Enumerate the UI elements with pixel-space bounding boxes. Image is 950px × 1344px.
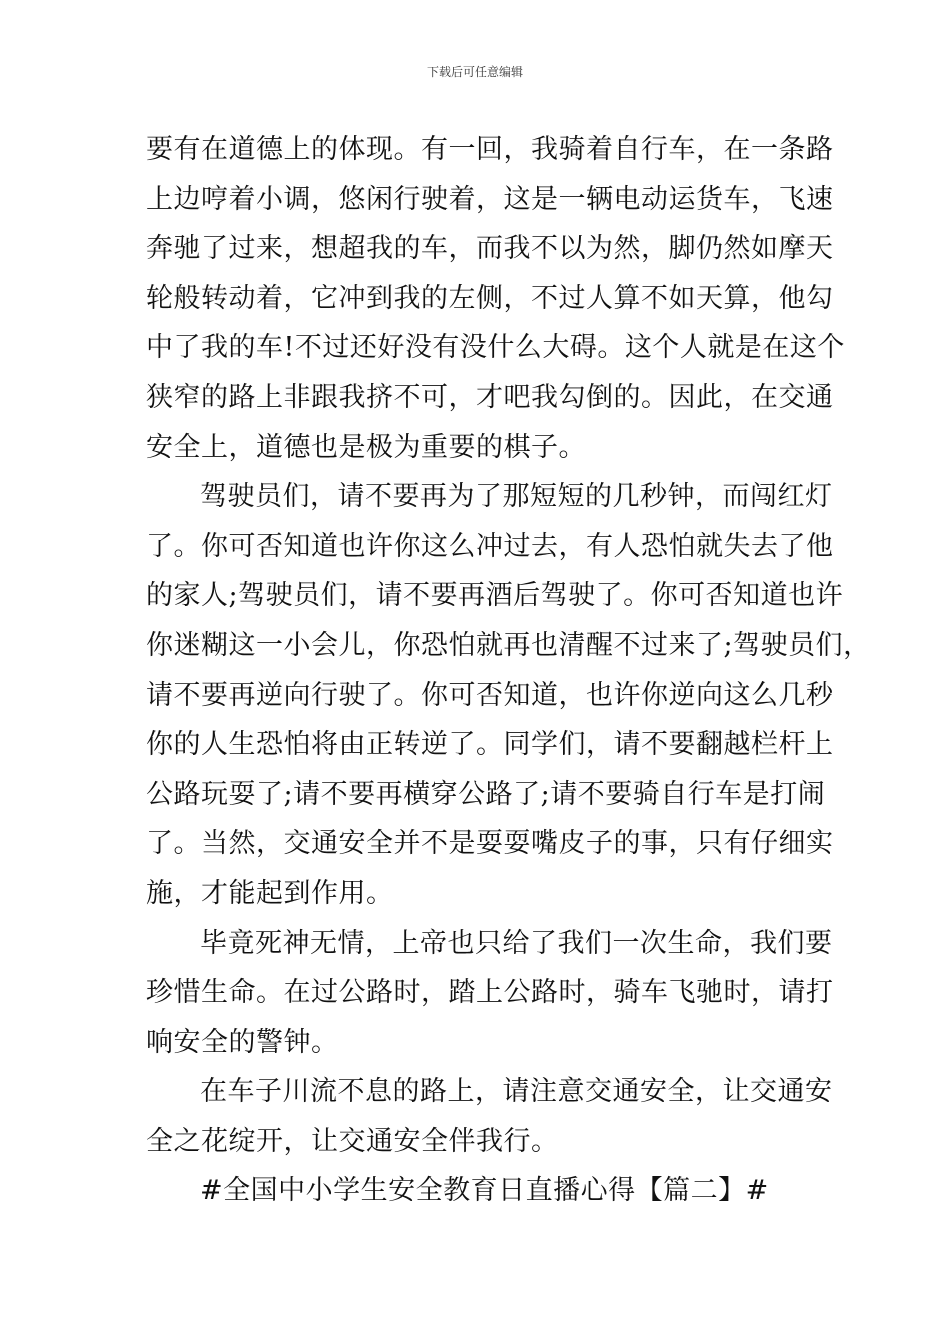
section-heading: #全国中小学生安全教育日直播心得【篇二】# xyxy=(200,1175,769,1207)
text-line: 你迷糊这一小会儿，你恐怕就再也清醒不过来了;驾驶员们， xyxy=(146,629,871,661)
text-line: 上边哼着小调，悠闲行驶着，这是一辆电动运货车，飞速 xyxy=(146,183,834,215)
text-line: 公路玩耍了;请不要再横穿公路了;请不要骑自行车是打闹 xyxy=(146,778,826,810)
paragraph-first-line: 在车子川流不息的路上，请注意交通安全，让交通安 xyxy=(200,1076,833,1108)
text-line: 请不要再逆向行驶了。你可否知道，也许你逆向这么几秒 xyxy=(146,679,834,711)
text-line: 安全上，道德也是极为重要的棋子。 xyxy=(146,431,586,463)
text-line: 你的人生恐怕将由正转逆了。同学们，请不要翻越栏杆上 xyxy=(146,729,834,761)
text-line: 了。你可否知道也许你这么冲过去，有人恐怕就失去了他 xyxy=(146,530,834,562)
text-line: 的家人;驾驶员们，请不要再酒后驾驶了。你可否知道也许 xyxy=(146,580,844,612)
paragraph-first-line: 驾驶员们，请不要再为了那短短的几秒钟，而闯红灯 xyxy=(200,481,833,513)
document-body xyxy=(146,125,871,1216)
text-line: 了。当然，交通安全并不是耍耍嘴皮子的事，只有仔细实 xyxy=(146,828,834,860)
text-line: 狭窄的路上非跟我挤不可，才吧我勾倒的。因此，在交通 xyxy=(146,381,834,413)
paragraph-first-line: 毕竟死神无情，上帝也只给了我们一次生命，我们要 xyxy=(200,927,833,959)
text-line: 轮般转动着，它冲到我的左侧，不过人算不如天算，他勾 xyxy=(146,282,834,314)
text-line: 施，才能起到作用。 xyxy=(146,877,394,909)
text-line: 响安全的警钟。 xyxy=(146,1026,339,1058)
page-header: 下载后可任意编辑 xyxy=(426,65,523,79)
text-line: 中了我的车!不过还好没有没什么大碍。这个人就是在这个 xyxy=(146,332,845,364)
text-line: 要有在道德上的体现。有一回，我骑着自行车，在一条路 xyxy=(146,134,834,165)
text-line: 全之花绽开，让交通安全伴我行。 xyxy=(146,1125,559,1157)
text-line: 奔驰了过来，想超我的车，而我不以为然，脚仍然如摩天 xyxy=(146,233,834,265)
text-line: 珍惜生命。在过公路时，踏上公路时，骑车飞驰时，请打 xyxy=(146,977,834,1009)
